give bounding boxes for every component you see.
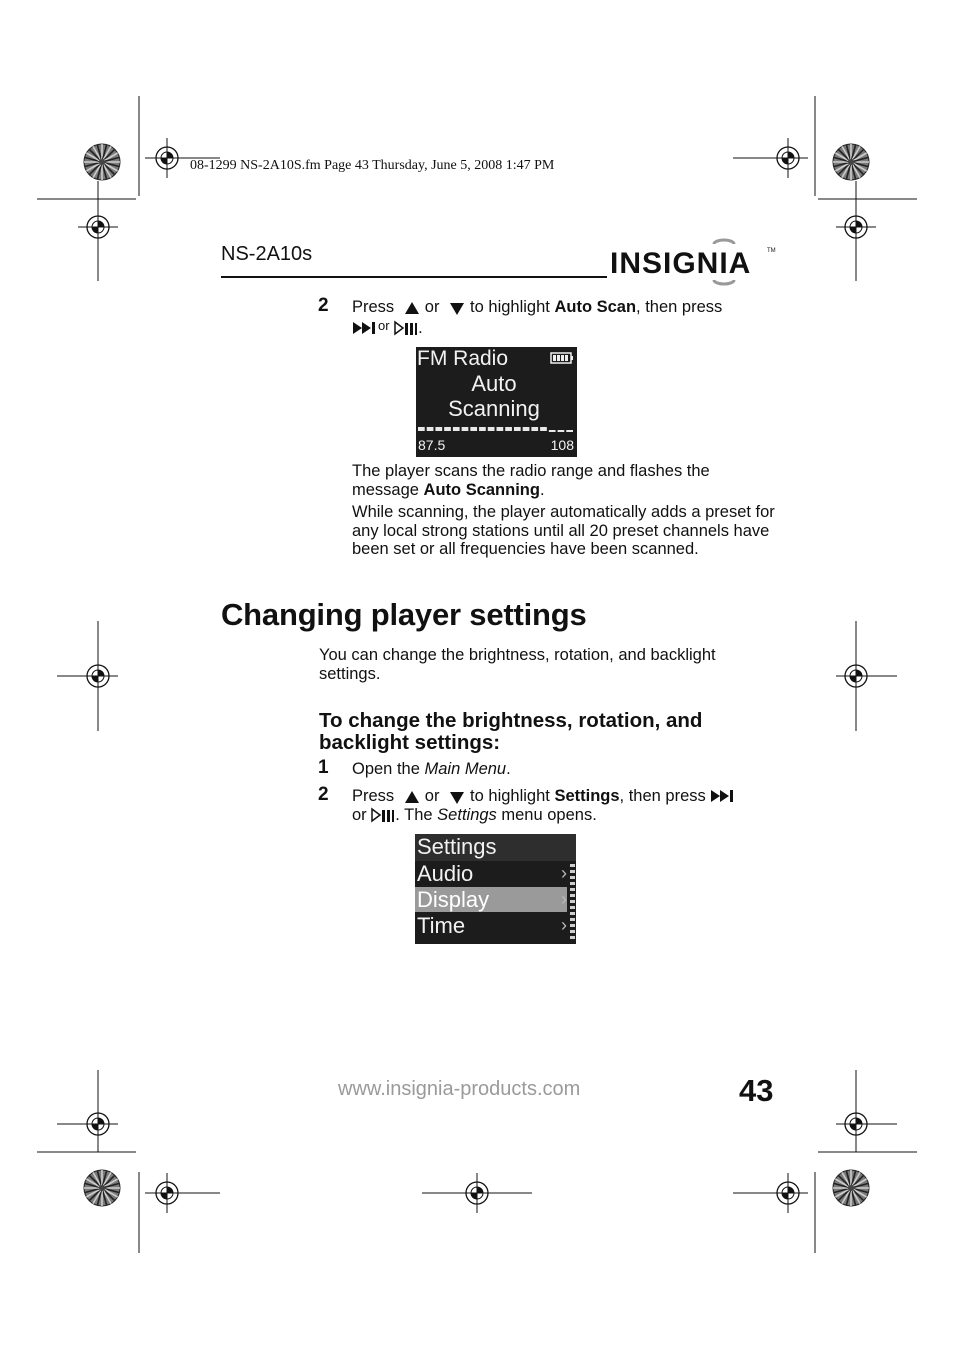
section-title: Changing player settings: [221, 597, 587, 632]
progress-segment: [505, 427, 512, 431]
settings-menu-term: Settings: [437, 805, 497, 824]
or-label: or: [352, 805, 367, 824]
scroll-tick: [570, 918, 575, 921]
play-pause-icon: [371, 806, 395, 824]
period: .: [539, 480, 545, 499]
progress-segment: [540, 427, 547, 431]
page-number: 43: [739, 1073, 774, 1108]
screen-title: FM Radio: [417, 347, 509, 370]
chevron-right-icon: ›: [561, 889, 567, 909]
screen-title-bar: [415, 834, 576, 861]
chevron-right-icon: ›: [561, 915, 567, 935]
open-the-label: Open the: [352, 760, 425, 778]
up-arrow-icon: [405, 302, 419, 314]
press-label: Press: [352, 298, 395, 316]
then-press-label: , then press: [619, 787, 706, 805]
highlight-label: to highlight: [470, 298, 550, 316]
registration-mark-icon: [78, 207, 118, 247]
color-wheel-icon: [84, 1170, 120, 1206]
highlight-label: to highlight: [470, 787, 550, 805]
or-label: or: [424, 787, 440, 805]
color-wheel-icon: [833, 144, 869, 180]
progress-segment: [418, 427, 425, 431]
step-open-main-menu: [352, 760, 511, 779]
period: .: [418, 318, 423, 337]
scroll-tick: [570, 906, 575, 909]
progress-segment: [497, 427, 504, 431]
print-slug: 08-1299 NS-2A10S.fm Page 43 Thursday, June 5, 2008 1:47 PM: [190, 158, 555, 173]
scroll-tick: [570, 876, 575, 879]
or-label: or: [424, 298, 440, 316]
svg-text:INSIGNIA: INSIGNIA: [610, 247, 752, 280]
progress-segment: [427, 427, 434, 431]
chevron-right-icon: ›: [561, 863, 567, 883]
progress-segment: [549, 430, 556, 432]
freq-high: 108: [550, 437, 574, 453]
scroll-tick: [570, 870, 575, 873]
color-wheel-icon: [84, 144, 120, 180]
step-number: 2: [318, 295, 329, 316]
the-label: . The: [395, 805, 433, 824]
progress-segment: [488, 427, 495, 431]
step-settings-text: [352, 787, 782, 824]
auto-scan-term: Auto Scan: [554, 298, 637, 316]
scroll-tick: [570, 900, 575, 903]
menu-item-display[interactable]: [415, 887, 567, 912]
progress-segment: [435, 427, 442, 431]
battery-icon: [550, 352, 574, 364]
scroll-tick: [570, 894, 575, 897]
scan-progress-bar: [416, 426, 577, 434]
then-press-label: , then press: [636, 298, 723, 316]
scan-detail-paragraph: While scanning, the player automatically adds a preset for any local strong stations until all 20 preset channels have been set or all frequencies have been scanned.: [352, 503, 775, 558]
screen-line-auto: Auto: [471, 371, 517, 396]
scroll-tick: [570, 930, 575, 933]
scrollbar: [568, 864, 576, 944]
progress-segment: [514, 427, 521, 431]
down-arrow-icon: [450, 792, 464, 804]
progress-segment: [523, 427, 530, 431]
progress-segment: [566, 430, 573, 432]
menu-opens-label: menu opens.: [501, 805, 597, 824]
scroll-tick: [570, 924, 575, 927]
progress-segment: [558, 430, 565, 432]
auto-scanning-term: Auto Scanning: [423, 480, 540, 499]
scroll-tick: [570, 888, 575, 891]
down-arrow-icon: [450, 303, 464, 315]
header-rule: [221, 276, 607, 278]
menu-item-label: Audio: [417, 861, 474, 886]
period: .: [506, 760, 511, 778]
progress-segment: [470, 427, 477, 431]
up-arrow-icon: [405, 791, 419, 803]
step-number: 1: [318, 757, 329, 778]
main-menu-term: Main Menu: [424, 760, 507, 778]
progress-segment: [479, 427, 486, 431]
registration-mark-icon: [836, 207, 876, 247]
freq-low: 87.5: [418, 437, 446, 453]
progress-segment: [444, 427, 451, 431]
settings-term: Settings: [554, 787, 620, 805]
menu-item-time[interactable]: [415, 913, 567, 938]
scroll-tick: [570, 912, 575, 915]
play-pause-icon: [394, 319, 418, 337]
step-auto-scan-text: [352, 298, 782, 337]
scan-desc-text: The player scans the radio range and flashes the message: [352, 462, 710, 499]
section-intro: You can change the brightness, rotation, and backlight settings.: [319, 646, 716, 683]
menu-item-label: Display: [417, 887, 490, 912]
insignia-logo: [610, 238, 780, 286]
skip-forward-icon: [710, 789, 736, 803]
scroll-tick: [570, 936, 575, 939]
menu-item-label: Time: [417, 913, 466, 938]
skip-forward-icon: [352, 321, 378, 335]
settings-screen: [415, 834, 576, 944]
or-label: or: [378, 317, 390, 333]
subheading: To change the brightness, rotation, and backlight settings:: [319, 709, 703, 754]
footer-url: www.insignia-products.com: [338, 1078, 581, 1100]
scroll-tick: [570, 882, 575, 885]
progress-segment: [453, 427, 460, 431]
menu-item-audio[interactable]: [415, 861, 567, 886]
step-number: 2: [318, 784, 329, 805]
fm-radio-screen: [416, 347, 577, 457]
press-label: Press: [352, 787, 395, 805]
scroll-tick: [570, 864, 575, 867]
progress-segment: [462, 427, 469, 431]
scan-description: [352, 462, 777, 499]
svg-text:TM: TM: [767, 248, 776, 254]
screen-line-scanning: Scanning: [448, 396, 540, 421]
color-wheel-icon: [833, 1170, 869, 1206]
header-model-name: NS-2A10s: [221, 243, 313, 265]
progress-segment: [531, 427, 538, 431]
screen-title: Settings: [417, 834, 497, 859]
